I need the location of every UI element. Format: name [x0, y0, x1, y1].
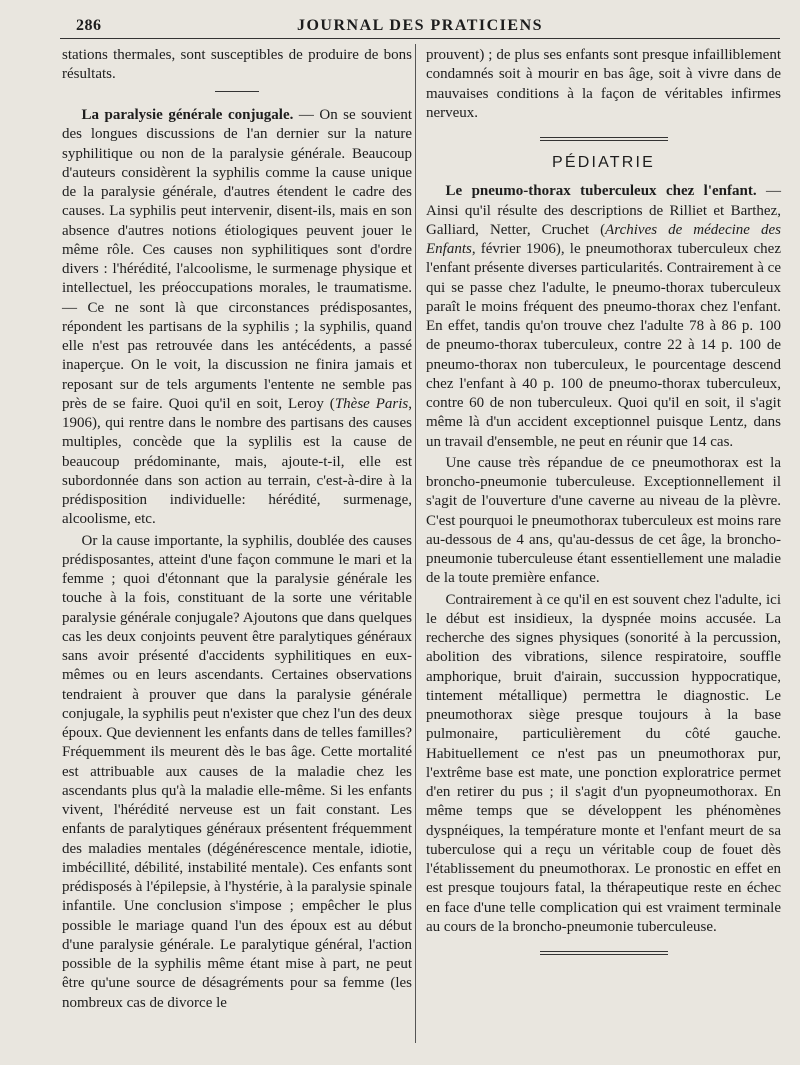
section-heading: PÉDIATRIE — [551, 154, 656, 171]
article-title: La paralysie générale conjugale. — [81, 107, 294, 123]
separator-rule — [215, 91, 259, 93]
page-header — [60, 8, 780, 39]
article-paragraph — [426, 182, 781, 452]
article-title: Le pneumo-thorax tuberculeux chez l'enfant. — [445, 183, 757, 200]
column-divider — [415, 44, 416, 1043]
citation: Archives de médecine des Enfants — [426, 221, 781, 257]
continued-paragraph: stations thermales, sont susceptibles de produire de bons résultats. — [62, 47, 412, 83]
article-paragraph: Or la cause importante, la syphilis, doublée des causes prédisposantes, atteint d'une façon commune le mari et la femme ; quoi d'étonnant que la paralysie générale les touche à la fois, constituant de la sorte une véritable paralysie générale conjugale? Ajoutons que dans quelques cas les deux conjoints peuvent être paralytiques généraux sans avoir présenté d'accidents syphilitiques en eux-mêmes ou en leurs ascendants. Certaines observations tendraient à prouver que dans la paralysie générale conjugale, la syphilis peut n'exister que chez l'un des deux époux. Que deviennent les enfants dans de telles familles? Fréquemment ils meurent dès le bas âge. Cette mortalité est attribuable aux causes de la maladie chez les ascendants plus qu'à la maladie elle-même. Si les enfants vivent, l'hérédité nerveuse est un fait constant. Les enfants de paralytiques généraux présentent fréquemment des maladies mentales (dégénérescence mentale, idiotie, imbécillité, débilité, instabilité mentale). Ces enfants sont prédisposés à l'épilepsie, à l'hystérie, à la paralysie spinale infantile. Une conclusion s'impose ; empêcher le plus possible le mariage quand l'un des époux est au début d'une paralysie générale. Le paralytique général, l'action possible de la syphilis même étant mise à part, ne peut être qu'une source de désagréments pour sa femme (les nombreux cas de divorce le — [62, 532, 412, 1011]
continued-paragraph: prouvent) ; de plus ses enfants sont presque infailliblement condamnés soit à mourir en bas âge, soit à vivre dans de mauvaises conditions à la façon de véritables infirmes nerveux. — [426, 47, 781, 121]
paragraph-text: — On se souvient des longues discussions de l'an dernier sur la nature syphilitique ou non de la paralysie générale. Beaucoup d'auteurs considèrent la syphilis comme la cause unique de la paralysie générale, d'autres étendent le cadre des causes. La syphilis peut intervenir, disent-ils, mais en son absence d'autres notions étiologiques peuvent jouer le même rôle. Ces causes non syphilitiques sont d'ordre divers : l'hérédité, l'alcoolisme, le surmenage physique et intellectuel, les préoccupations morales, le traumatisme. — Ce ne sont là que circonstances prédisposantes, répondent les partisans de la syphilis ; la syphilis, quand elle n'est pas retrouvée dans les antécédents, a passé inaperçue. On le voit, la discussion ne finira jamais et reposant sur de tels arguments l'entente ne semble pas près de se faire. Quoi qu'il en soit, Leroy ( — [62, 107, 412, 412]
left-column — [62, 46, 412, 1013]
citation: Thèse Paris — [334, 395, 409, 412]
right-column — [426, 46, 781, 967]
paragraph-text: — Ainsi qu'il résulte des descriptions de Rilliet et Barthez, Galliard, Netter, Cruchet ( — [426, 183, 781, 238]
end-separator — [540, 951, 668, 955]
article-paragraph: Contrairement à ce qu'il en est souvent chez l'adulte, ici le début est insidieux, la dyspnée moins accusée. La recherche des signes physiques (sonorité à la percussion, abolition des vibrations, silence respiratoire, souffle amphorique, bruit d'airain, succussion hyppocratique, tintement métallique) permettra le diagnostic. Le pneumothorax siège presque toujours à la base pulmonaire, particulièrement du côté gauche. Habituellement ce n'est pas un pneumothorax pur, l'extrême base est mate, une ponction exploratrice permet d'en retirer du pus ; il s'agit d'un pyopneumothorax. En même temps que se développent les phénomènes dyspnéiques, la température monte et l'enfant meurt de sa tuberculose qui a reçu un véritable coup de fouet dès l'établissement du pneumothorax. Le pronostic en effet en est presque toujours fatal, la thérapeutique reste en échec en face d'une telle complication qui est vraiment terminale au cours de la broncho-pneumonie tuberculeuse. — [426, 591, 781, 935]
article-paragraph — [62, 106, 412, 530]
page-number: 286 — [76, 17, 102, 34]
section-separator — [540, 137, 668, 141]
paragraph-text: , 1906), qui rentre dans le nombre des partisans des causes multiples, concède que la syplilis est la cause de beaucoup prédominante, mais, ajoute-t-il, elle est subordonnée dans son action au terrain, c'est-à-dire à la prédisposition individuelle: hérédité, surmenage, alcoolisme, etc. — [62, 395, 413, 528]
running-title: JOURNAL DES PRATICIENS — [296, 17, 544, 34]
paragraph-text: , février 1906), le pneumothorax tuberculeux chez l'enfant présente diverses particularités. Contrairement à ce qui se passe chez l'adulte, le pneumo-thorax tuberculeux paraît le moins fréquent des pneumo-thorax chez l'enfant. En effet, tandis qu'on trouve chez l'adulte 78 à 86 p. 100 de pneumo-thorax tuberculeux, contre 22 à 14 p. 100 de pneumo-thorax non tuberculeux, le pourcentage descend chez l'enfant à 40 p. 100 de pneumo-thorax tuberculeux, contre 60 de non tuberculeux. Quoi qu'il en soit, il s'agit même là d'un accident exceptionnel puisque Lentz, dans un travail d'ensemble, ne peut en réunir que 14 cas. — [426, 241, 781, 450]
article-paragraph: Une cause très répandue de ce pneumothorax est la broncho-pneumonie tuberculeuse. Exceptionnellement il s'agit de l'ouverture d'une caverne au niveau de la plèvre. C'est pourquoi le pneumothorax tuberculeux est moins rare au-dessous de 4 ans, qu'au-dessus de cet âge, la broncho-pneumonie tuberculeuse étant essentiellement une maladie de la toute première enfance. — [426, 454, 781, 587]
